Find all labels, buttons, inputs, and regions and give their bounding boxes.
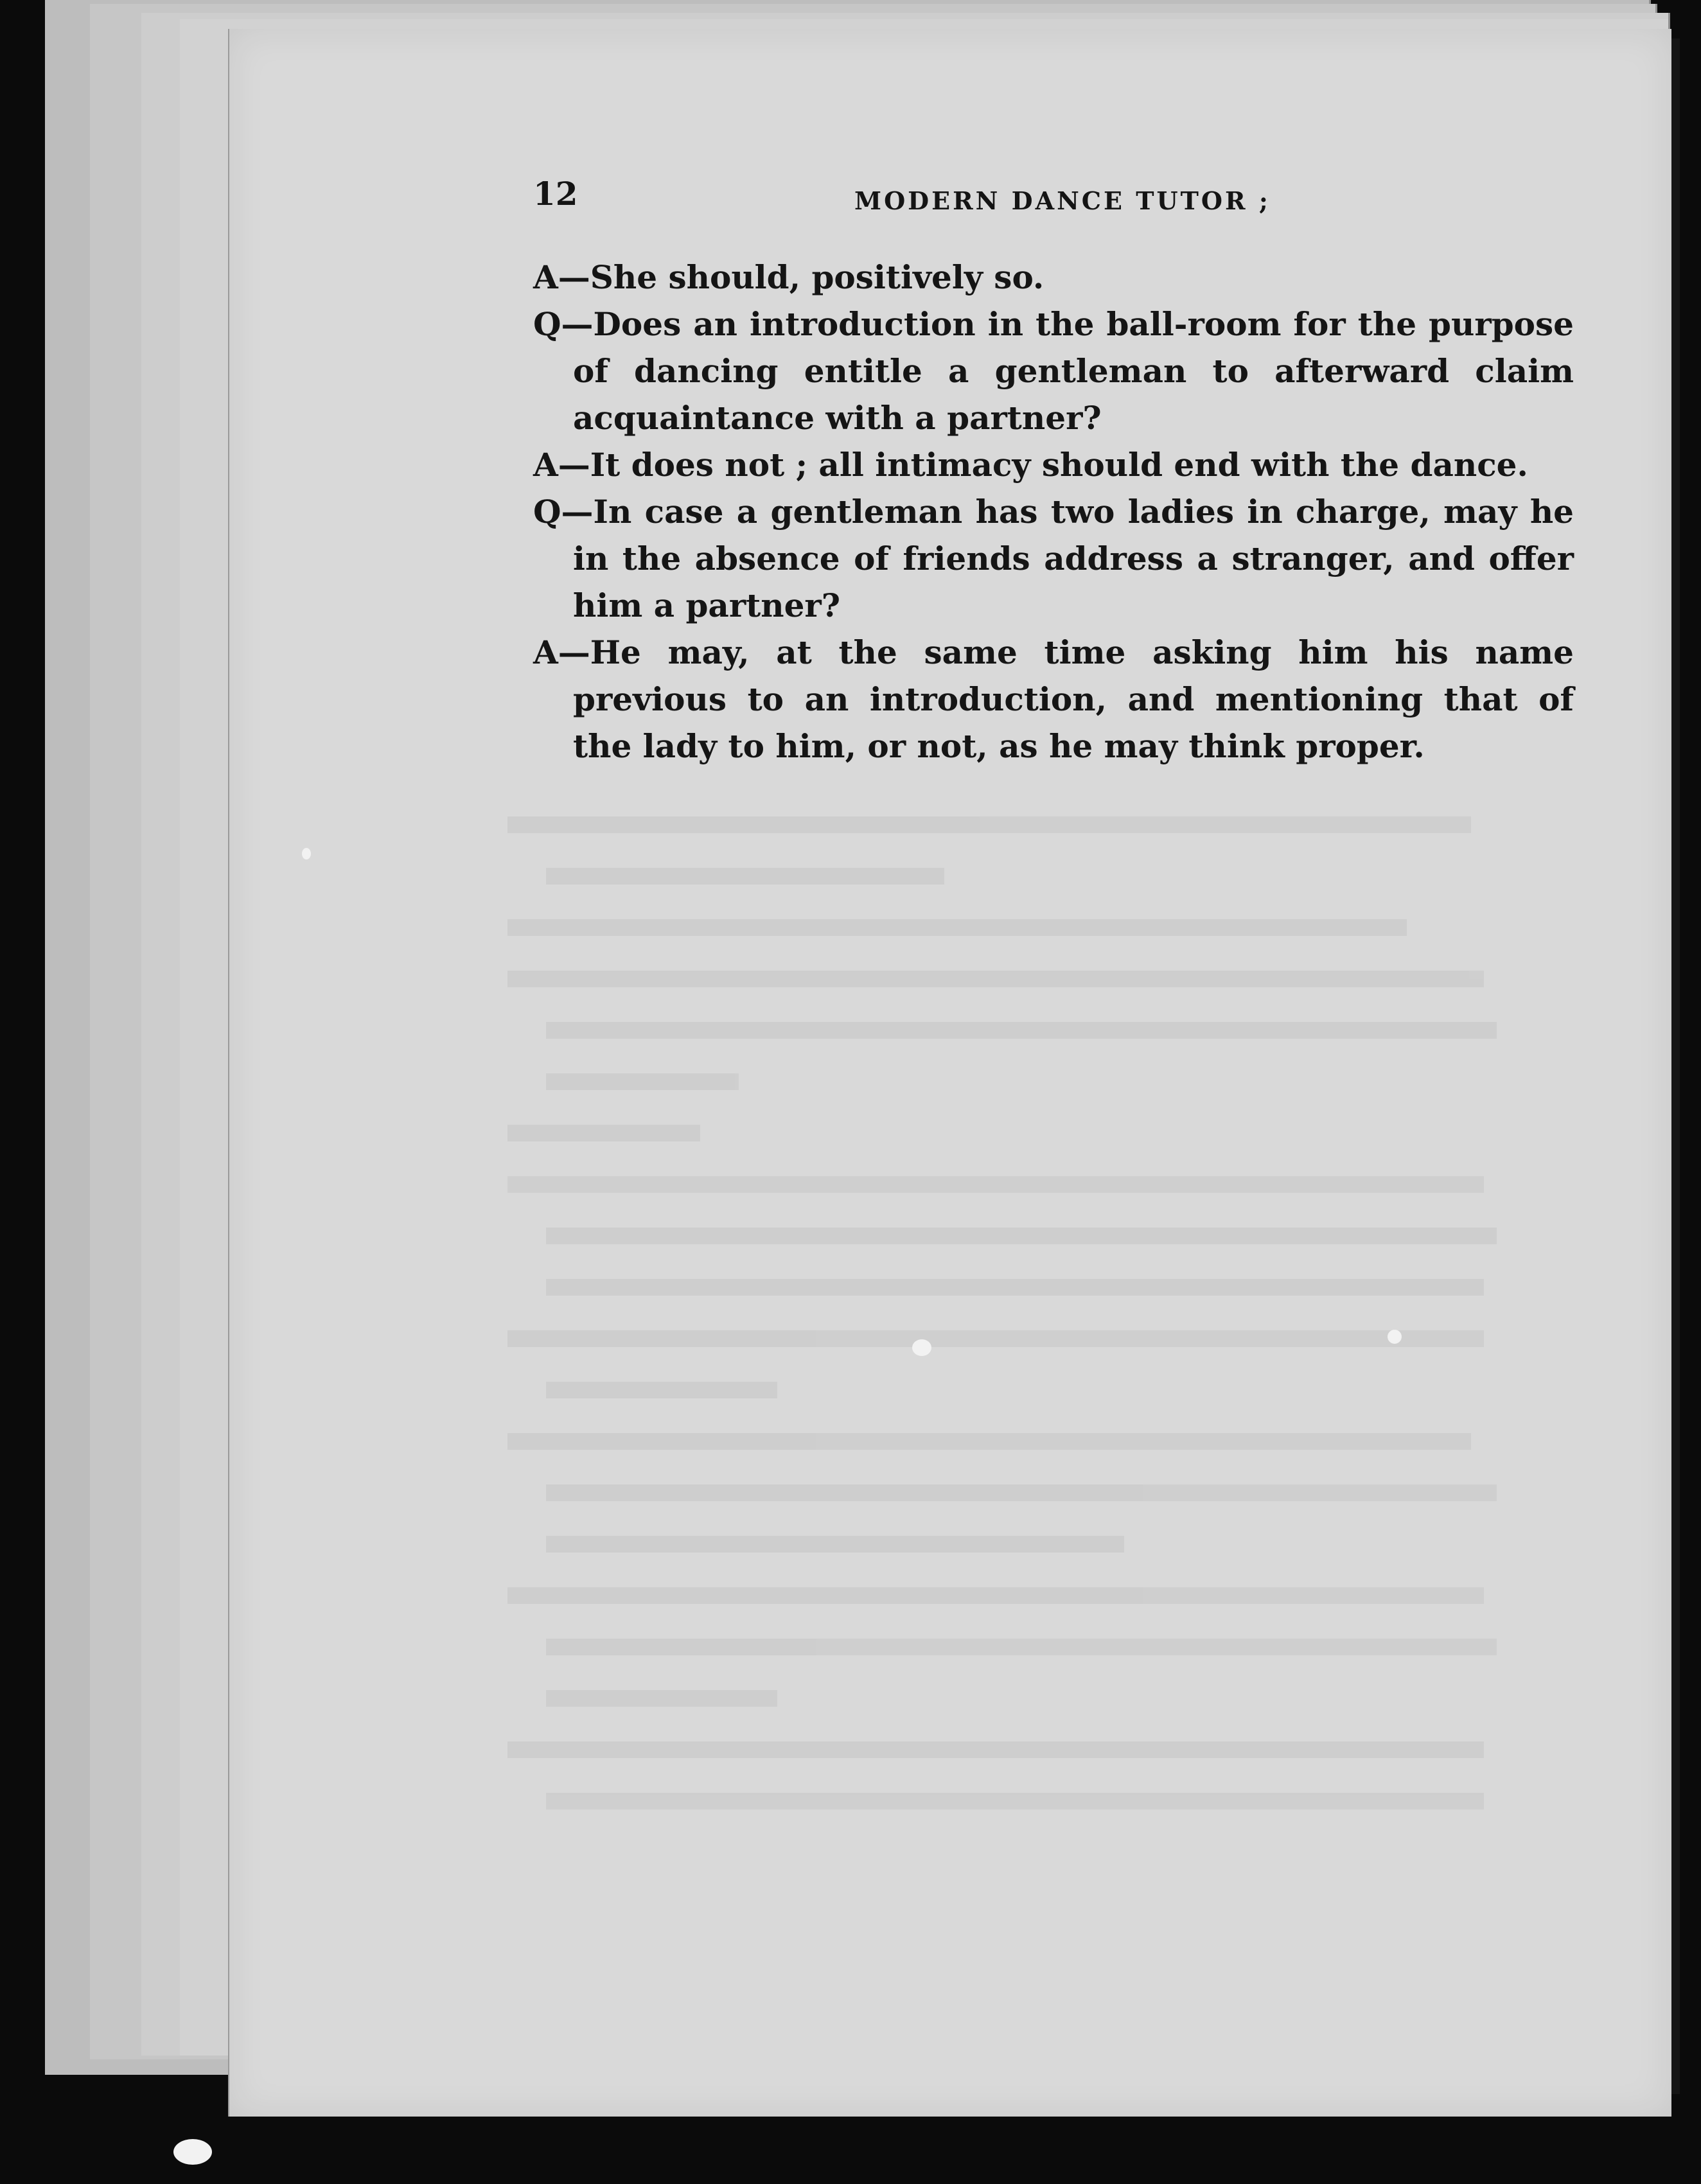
question-paragraph: Q—Does an introduction in the ball-room for the purpose of dancing entitle a gentleman to afterward claim acquaintance with a partner? — [533, 305, 1574, 437]
scan-speck — [1388, 1330, 1402, 1344]
reverse-bleed-through — [507, 797, 1522, 1824]
running-header: MODERN DANCE TUTOR ; — [854, 186, 1271, 215]
scan-speck — [912, 1339, 931, 1356]
answer-paragraph: A—He may, at the same time asking him his name previous to an introduction, and mentioning that of the lady to him, or not, as he may think proper. — [533, 633, 1574, 765]
answer-paragraph: A—She should, positively so. — [533, 258, 1044, 296]
page-body-text — [533, 254, 1574, 770]
question-paragraph: Q—In case a gentleman has two ladies in charge, may he in the absence of friends address a stranger, and offer him a partner? — [533, 493, 1574, 624]
scan-speck — [173, 2139, 212, 2165]
answer-paragraph: A—It does not ; all intimacy should end with the dance. — [533, 446, 1528, 484]
scan-speck — [302, 848, 311, 859]
page-number: 12 — [533, 175, 578, 213]
